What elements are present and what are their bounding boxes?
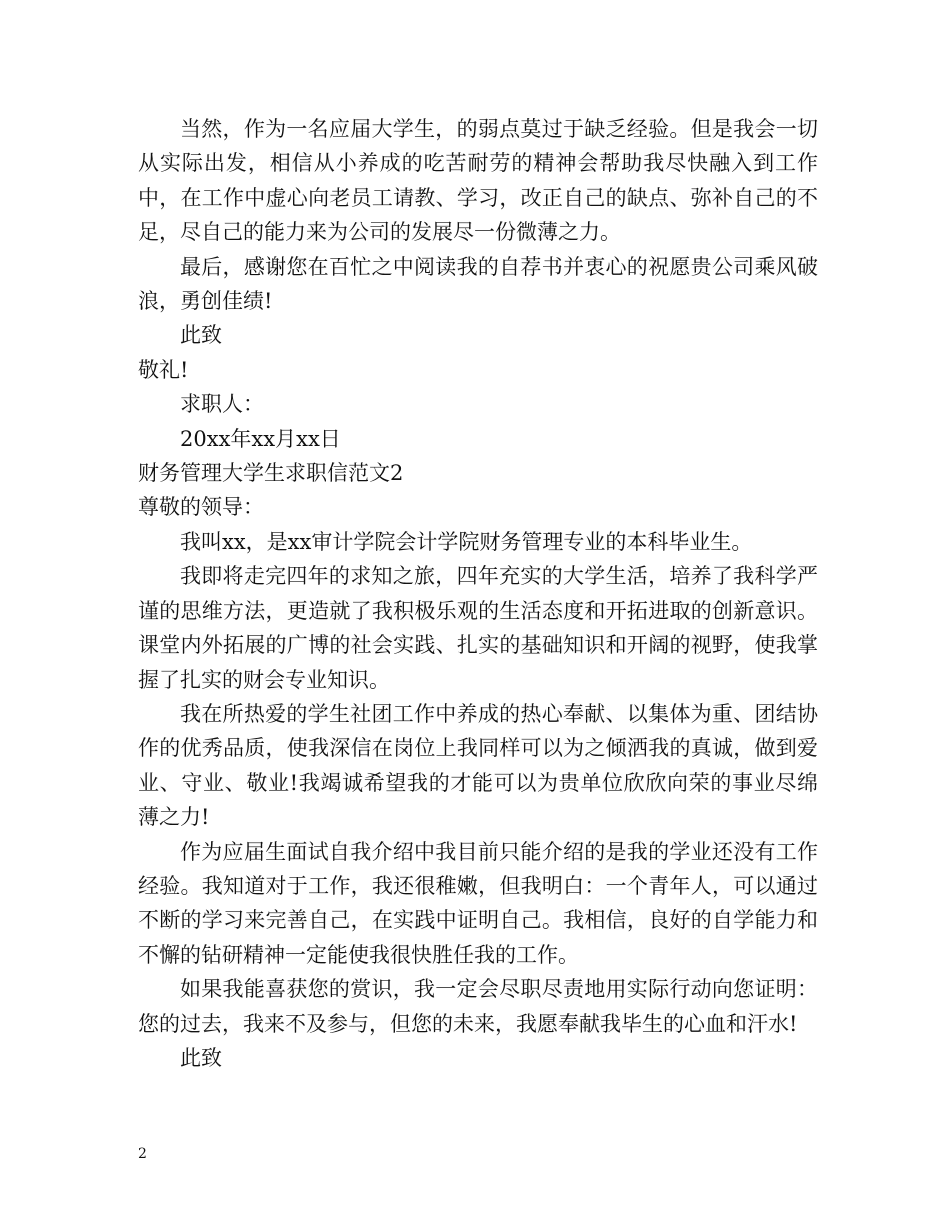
paragraph-commitment: 如果我能喜获您的赏识，我一定会尽职尽责地用实际行动向您证明：您的过去，我来不及参与，但您的未来，我愿奉献我毕生的心血和汗水! [138, 977, 818, 1036]
closing-salutation-2: 此致 [180, 1045, 222, 1070]
paragraph-experience: 作为应届生面试自我介绍中我目前只能介绍的是我的学业还没有工作经验。我知道对于工作，我还很稚嫩，但我明白：一个青年人，可以通过不断的学习来完善自己，在实践中证明自己。我相信，良好的自学能力和不懈的钻研精神一定能使我很快胜任我的工作。 [138, 839, 818, 967]
paragraph-conclusion: 当然，作为一名应届大学生，的弱点莫过于缺乏经验。但是我会一切从实际出发，相信从小养成的吃苦耐劳的精神会帮助我尽快融入到工作中，在工作中虚心向老员工请教、学习，改正自己的缺点、弥补自己的不足，尽自己的能力来为公司的发展尽一份微薄之力。 [138, 117, 818, 245]
page-number: 2 [138, 1146, 147, 1162]
closing-salutation: 此致 [180, 323, 222, 348]
paragraph-education: 我即将走完四年的求知之旅，四年充实的大学生活，培养了我科学严谨的思维方法，更造就了我积极乐观的生活态度和开拓进取的创新意识。课堂内外拓展的广博的社会实践、扎实的基础知识和开阔的视野，使我掌握了扎实的财会专业知识。 [138, 564, 818, 692]
paragraph-introduction: 我叫xx，是xx审计学院会计学院财务管理专业的本科毕业生。 [180, 529, 753, 554]
paragraph-thanks: 最后，感谢您在百忙之中阅读我的自荐书并衷心的祝愿贵公司乘风破浪，勇创佳绩! [138, 254, 818, 314]
signature-date: 20xx年xx月xx日 [180, 426, 341, 451]
paragraph-qualities: 我在所热爱的学生社团工作中养成的热心奉献、以集体为重、团结协作的优秀品质，使我深信在岗位上我同样可以为之倾洒我的真诚，做到爱业、守业、敬业!我竭诚希望我的才能可以为贵单位欣欣向荣的事业尽绵薄之力! [138, 701, 818, 830]
section-title: 财务管理大学生求职信范文2 [138, 461, 404, 486]
closing-regards: 敬礼! [138, 357, 189, 382]
document-body [138, 112, 818, 1075]
signature-applicant: 求职人： [180, 392, 264, 417]
letter-greeting: 尊敬的领导： [138, 495, 264, 520]
